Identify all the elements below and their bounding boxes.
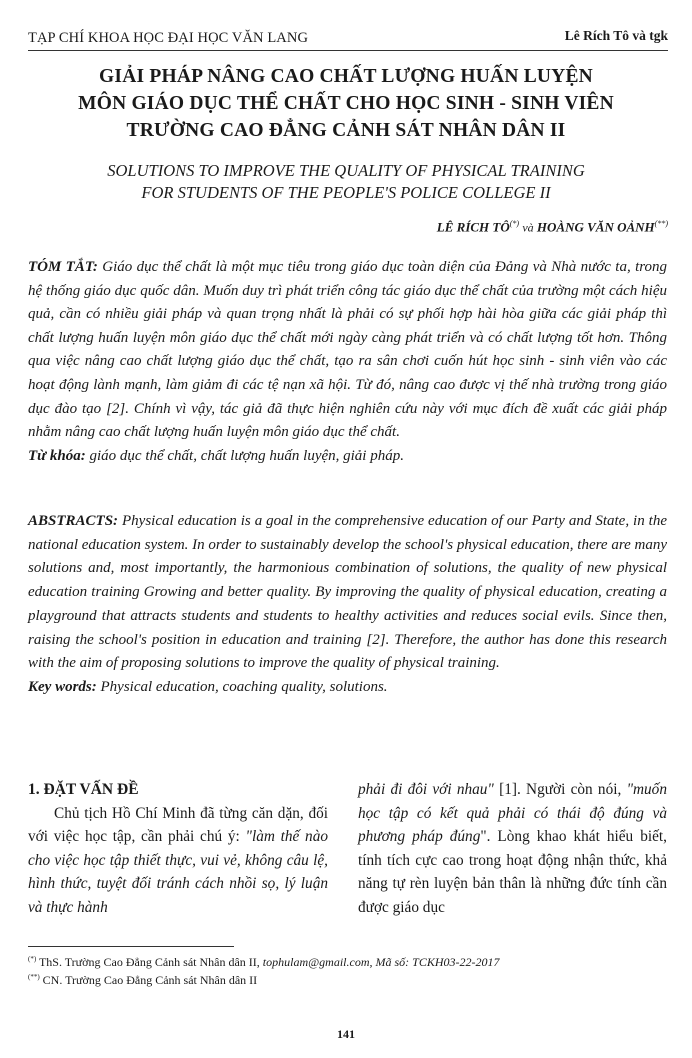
running-authors: Lê Rích Tô và tgk	[564, 28, 668, 43]
paragraph-text: ". Lòng khao khát hiểu biết, tính tích cực cao trong hoạt động nhận thức, khả năng tự rèn luyện bản thân là những đức tính cần được giáo dục	[358, 828, 667, 916]
page-number: 141	[337, 1027, 355, 1041]
running-header	[28, 28, 668, 51]
title-line: GIẢI PHÁP NÂNG CAO CHẤT LƯỢNG HUẤN LUYỆN	[99, 66, 593, 87]
article-title	[30, 63, 662, 144]
paragraph	[358, 778, 667, 920]
footnotes	[28, 952, 668, 988]
author-2-mark: (**)	[654, 219, 668, 228]
footnote-2-text: CN. Trường Cao Đẳng Cảnh sát Nhân dân II	[39, 973, 258, 987]
footnote-divider	[28, 946, 234, 947]
paragraph-text: Chủ tịch Hồ Chí Minh đã từng căn dặn, đối với việc học tập, cần phải chú ý:	[28, 804, 328, 846]
author-2: HOÀNG VĂN OẢNH	[536, 219, 655, 235]
keywords-vi-label: Từ khóa:	[28, 447, 86, 464]
title-line: TRƯỜNG CAO ĐẲNG CẢNH SÁT NHÂN DÂN II	[126, 120, 566, 141]
abstract-english	[28, 510, 667, 700]
abstract-vietnamese	[28, 256, 667, 468]
author-conjunction: và	[522, 220, 534, 235]
keywords-en: Physical education, coaching quality, solutions.	[100, 678, 388, 695]
author-1: LÊ RÍCH TÔ	[436, 219, 510, 235]
abstract-en-label: ABSTRACTS:	[28, 513, 119, 529]
title-line: MÔN GIÁO DỤC THỂ CHẤT CHO HỌC SINH - SINH VIÊN	[78, 93, 614, 114]
footnote-1-text: ThS. Trường Cao Đẳng Cảnh sát Nhân dân II,	[36, 955, 263, 969]
footnote-1-email: tophulam@gmail.com, Mã số: TCKH03-22-2017	[262, 955, 500, 969]
footnote-1	[28, 952, 668, 970]
keywords-vi: giáo dục thể chất, chất lượng huấn luyện, giải pháp.	[89, 447, 404, 464]
citation-text: [1]. Người còn nói,	[493, 781, 627, 798]
section-heading: 1. ĐẶT VẤN ĐỀ	[28, 781, 139, 798]
quote-text: phải đi đôi với nhau"	[358, 781, 494, 798]
quote-text: "làm thế nào cho việc học tập thiết thực, vui vẻ, không câu lệ, hình thức, tuyệt đối tránh cách nhồi sọ, lý luận và thực hành	[28, 828, 328, 916]
abstract-en-text: Physical education is a goal in the comprehensive education of our Party and State, in the national education system. In order to sustainably develop the school's physical education, there are many solutions and, most importantly, the harmonious combination of solutions, the quality of new physical education training Growing and better quality. By improving the quality of physical education, creating a playground that attracts students and students to healthy activities and reduces social evils. Since then, raising the school's position in education and training [2]. Therefore, the author has done this research with the aim of proposing solutions to improve the quality of physical training.	[28, 513, 668, 672]
english-title	[30, 160, 662, 204]
footnote-2	[28, 970, 668, 988]
paragraph	[28, 802, 328, 920]
author-line	[437, 219, 668, 235]
abstract-vi-label: TÓM TẮT:	[28, 259, 98, 275]
subtitle-line: SOLUTIONS TO IMPROVE THE QUALITY OF PHYSICAL TRAINING	[107, 161, 585, 180]
keywords-en-label: Key words:	[28, 678, 97, 695]
journal-name: TẠP CHÍ KHOA HỌC ĐẠI HỌC VĂN LANG	[28, 30, 309, 46]
footnote-1-mark: (*)	[28, 955, 37, 963]
footnote-2-mark: (**)	[28, 973, 40, 981]
body-column-right	[358, 778, 667, 920]
quote-text: "muốn học tập có kết quả phải có thái độ đúng và phương pháp đúng	[358, 781, 667, 846]
body-column-left	[28, 778, 328, 920]
abstract-vi-text: Giáo dục thể chất là một mục tiêu trong giáo dục toàn diện của Đảng và Nhà nước ta, trong hệ thống giáo dục quốc dân. Muốn duy trì phát triển công tác giáo dục thể chất của trường một cách hiệu quả, cần có nhiều giải pháp và quan trọng nhất là phải có sự phối hợp hài hòa giữa các giải pháp thì chất lượng huấn luyện môn giáo dục thể chất mới ngày càng phát triển và có chất lượng tốt hơn. Thông qua việc nâng cao chất lượng giáo dục thể chất, tạo ra sân chơi cuốn hút học sinh - sinh viên vào các hoạt động lành mạnh, làm giảm đi các tệ nạn xã hội. Từ đó, nâng cao được vị thế nhà trường trong giáo dục đào tạo [2]. Chính vì vậy, tác giả đã thực hiện nghiên cứu này với mục đích đề xuất các giải pháp nhằm nâng cao chất lượng huấn luyện môn giáo dục thể chất.	[28, 259, 668, 441]
subtitle-line: FOR STUDENTS OF THE PEOPLE'S POLICE COLLEGE II	[141, 183, 551, 202]
author-1-mark: (*)	[509, 219, 520, 228]
